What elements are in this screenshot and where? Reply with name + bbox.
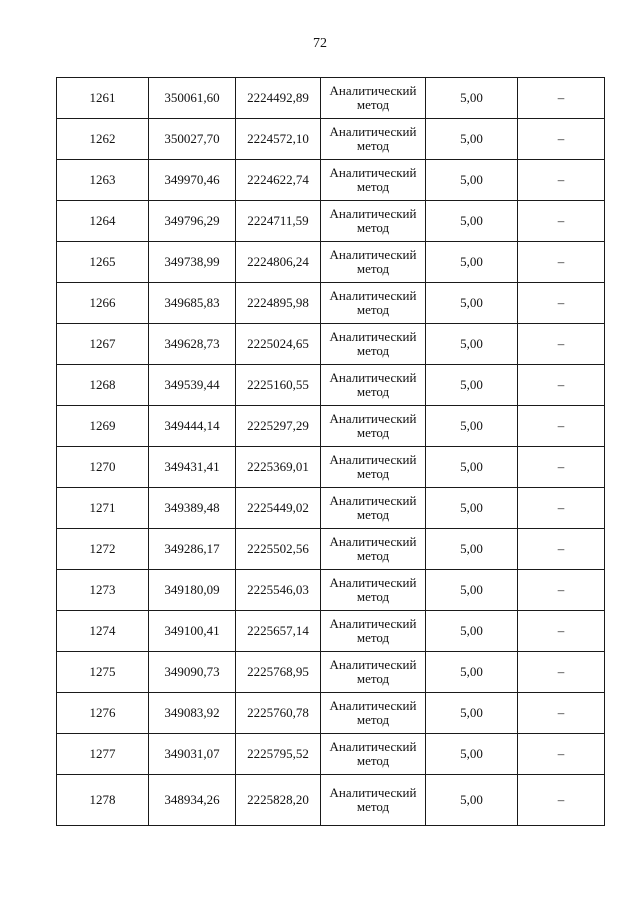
- method-cell: [321, 283, 426, 324]
- description-cell: [518, 283, 605, 324]
- y-coordinate-cell: [236, 775, 321, 826]
- x-coordinate-cell-text: 349389,48: [164, 500, 220, 515]
- description-cell: [518, 611, 605, 652]
- accuracy-cell: [426, 734, 518, 775]
- accuracy-cell-text: 5,00: [460, 746, 483, 761]
- x-coordinate-cell-text: 349970,46: [164, 172, 220, 187]
- accuracy-cell: [426, 529, 518, 570]
- y-coordinate-cell-text: 2224711,59: [247, 213, 309, 228]
- x-coordinate-cell-text: 349100,41: [164, 623, 220, 638]
- table-row: [57, 160, 605, 201]
- method-cell-text: Аналитический метод: [329, 247, 417, 276]
- point-number-cell-text: 1269: [89, 418, 116, 433]
- method-cell: [321, 693, 426, 734]
- x-coordinate-cell-text: 349796,29: [164, 213, 220, 228]
- method-cell-text: Аналитический метод: [329, 329, 417, 358]
- x-coordinate-cell-text: 349628,73: [164, 336, 220, 351]
- description-cell-text: –: [557, 172, 565, 187]
- accuracy-cell: [426, 283, 518, 324]
- method-cell-text: Аналитический метод: [329, 288, 417, 317]
- description-cell: [518, 570, 605, 611]
- accuracy-cell: [426, 78, 518, 119]
- x-coordinate-cell: [149, 570, 236, 611]
- table-row: [57, 693, 605, 734]
- accuracy-cell: [426, 611, 518, 652]
- accuracy-cell: [426, 242, 518, 283]
- x-coordinate-cell-text: 349031,07: [164, 746, 220, 761]
- point-number-cell-text: 1276: [89, 705, 116, 720]
- method-cell: [321, 570, 426, 611]
- description-cell-text: –: [557, 254, 565, 269]
- method-cell: [321, 160, 426, 201]
- method-cell-text: Аналитический метод: [329, 575, 417, 604]
- accuracy-cell-text: 5,00: [460, 336, 483, 351]
- description-cell-text: –: [557, 295, 565, 310]
- description-cell: [518, 488, 605, 529]
- y-coordinate-cell: [236, 160, 321, 201]
- y-coordinate-cell: [236, 201, 321, 242]
- method-cell-text: Аналитический метод: [329, 785, 417, 814]
- x-coordinate-cell: [149, 611, 236, 652]
- y-coordinate-cell-text: 2225449,02: [247, 500, 309, 515]
- x-coordinate-cell: [149, 734, 236, 775]
- method-cell: [321, 119, 426, 160]
- method-cell-text: Аналитический метод: [329, 657, 417, 686]
- point-number-cell: [57, 488, 149, 529]
- method-cell-text: Аналитический метод: [329, 83, 417, 112]
- description-cell: [518, 119, 605, 160]
- description-cell: [518, 693, 605, 734]
- description-cell: [518, 447, 605, 488]
- table-row: [57, 365, 605, 406]
- accuracy-cell-text: 5,00: [460, 705, 483, 720]
- point-number-cell: [57, 242, 149, 283]
- y-coordinate-cell: [236, 529, 321, 570]
- x-coordinate-cell: [149, 78, 236, 119]
- point-number-cell: [57, 529, 149, 570]
- table-row: [57, 242, 605, 283]
- method-cell: [321, 529, 426, 570]
- point-number-cell: [57, 324, 149, 365]
- method-cell: [321, 734, 426, 775]
- y-coordinate-cell-text: 2225768,95: [247, 664, 309, 679]
- accuracy-cell: [426, 775, 518, 826]
- y-coordinate-cell-text: 2225502,56: [247, 541, 309, 556]
- x-coordinate-cell: [149, 160, 236, 201]
- y-coordinate-cell: [236, 283, 321, 324]
- accuracy-cell-text: 5,00: [460, 500, 483, 515]
- point-number-cell-text: 1265: [89, 254, 116, 269]
- description-cell-text: –: [557, 500, 565, 515]
- x-coordinate-cell-text: 349431,41: [164, 459, 220, 474]
- accuracy-cell-text: 5,00: [460, 459, 483, 474]
- accuracy-cell-text: 5,00: [460, 582, 483, 597]
- x-coordinate-cell: [149, 447, 236, 488]
- point-number-cell: [57, 652, 149, 693]
- y-coordinate-cell: [236, 611, 321, 652]
- method-cell: [321, 365, 426, 406]
- x-coordinate-cell: [149, 283, 236, 324]
- method-cell: [321, 447, 426, 488]
- table-row: [57, 570, 605, 611]
- accuracy-cell-text: 5,00: [460, 623, 483, 638]
- method-cell: [321, 652, 426, 693]
- accuracy-cell: [426, 365, 518, 406]
- table-row: [57, 119, 605, 160]
- point-number-cell-text: 1273: [89, 582, 116, 597]
- x-coordinate-cell-text: 350027,70: [164, 131, 220, 146]
- x-coordinate-cell: [149, 488, 236, 529]
- description-cell-text: –: [557, 459, 565, 474]
- method-cell: [321, 406, 426, 447]
- y-coordinate-cell: [236, 693, 321, 734]
- x-coordinate-cell: [149, 242, 236, 283]
- point-number-cell: [57, 201, 149, 242]
- y-coordinate-cell-text: 2225369,01: [247, 459, 309, 474]
- accuracy-cell: [426, 570, 518, 611]
- accuracy-cell: [426, 652, 518, 693]
- x-coordinate-cell: [149, 652, 236, 693]
- table-row: [57, 406, 605, 447]
- table-row: [57, 324, 605, 365]
- x-coordinate-cell: [149, 324, 236, 365]
- x-coordinate-cell: [149, 119, 236, 160]
- point-number-cell: [57, 734, 149, 775]
- description-cell-text: –: [557, 90, 565, 105]
- table-row: [57, 652, 605, 693]
- description-cell-text: –: [557, 582, 565, 597]
- accuracy-cell: [426, 201, 518, 242]
- description-cell: [518, 652, 605, 693]
- description-cell: [518, 775, 605, 826]
- method-cell-text: Аналитический метод: [329, 165, 417, 194]
- y-coordinate-cell: [236, 488, 321, 529]
- x-coordinate-cell-text: 350061,60: [164, 90, 220, 105]
- method-cell-text: Аналитический метод: [329, 206, 417, 235]
- x-coordinate-cell: [149, 365, 236, 406]
- x-coordinate-cell-text: 349685,83: [164, 295, 220, 310]
- y-coordinate-cell-text: 2225297,29: [247, 418, 309, 433]
- description-cell: [518, 324, 605, 365]
- y-coordinate-cell-text: 2225657,14: [247, 623, 309, 638]
- point-number-cell-text: 1268: [89, 377, 116, 392]
- point-number-cell-text: 1274: [89, 623, 116, 638]
- point-number-cell-text: 1263: [89, 172, 116, 187]
- x-coordinate-cell: [149, 201, 236, 242]
- method-cell: [321, 488, 426, 529]
- accuracy-cell-text: 5,00: [460, 377, 483, 392]
- y-coordinate-cell: [236, 365, 321, 406]
- page-number: 72: [313, 36, 327, 51]
- x-coordinate-cell-text: 349738,99: [164, 254, 220, 269]
- point-number-cell-text: 1278: [89, 792, 116, 807]
- accuracy-cell-text: 5,00: [460, 792, 483, 807]
- x-coordinate-cell-text: 349444,14: [164, 418, 220, 433]
- y-coordinate-cell: [236, 119, 321, 160]
- description-cell-text: –: [557, 746, 565, 761]
- method-cell-text: Аналитический метод: [329, 493, 417, 522]
- table-row: [57, 488, 605, 529]
- point-number-cell-text: 1275: [89, 664, 116, 679]
- description-cell-text: –: [557, 792, 565, 807]
- description-cell-text: –: [557, 377, 565, 392]
- accuracy-cell-text: 5,00: [460, 131, 483, 146]
- coordinates-table-body: [57, 78, 605, 826]
- accuracy-cell-text: 5,00: [460, 254, 483, 269]
- description-cell: [518, 78, 605, 119]
- point-number-cell: [57, 365, 149, 406]
- point-number-cell: [57, 611, 149, 652]
- y-coordinate-cell-text: 2225795,52: [247, 746, 309, 761]
- description-cell: [518, 242, 605, 283]
- y-coordinate-cell-text: 2225024,65: [247, 336, 309, 351]
- description-cell: [518, 406, 605, 447]
- point-number-cell-text: 1271: [89, 500, 116, 515]
- point-number-cell-text: 1262: [89, 131, 116, 146]
- accuracy-cell-text: 5,00: [460, 90, 483, 105]
- point-number-cell: [57, 160, 149, 201]
- method-cell-text: Аналитический метод: [329, 534, 417, 563]
- accuracy-cell: [426, 693, 518, 734]
- x-coordinate-cell-text: 349180,09: [164, 582, 220, 597]
- method-cell-text: Аналитический метод: [329, 370, 417, 399]
- point-number-cell-text: 1266: [89, 295, 116, 310]
- point-number-cell: [57, 570, 149, 611]
- accuracy-cell: [426, 119, 518, 160]
- x-coordinate-cell: [149, 406, 236, 447]
- method-cell: [321, 78, 426, 119]
- description-cell-text: –: [557, 623, 565, 638]
- accuracy-cell-text: 5,00: [460, 213, 483, 228]
- accuracy-cell: [426, 488, 518, 529]
- table-row: [57, 78, 605, 119]
- accuracy-cell-text: 5,00: [460, 295, 483, 310]
- description-cell-text: –: [557, 336, 565, 351]
- y-coordinate-cell-text: 2225760,78: [247, 705, 309, 720]
- x-coordinate-cell-text: 349090,73: [164, 664, 220, 679]
- method-cell: [321, 324, 426, 365]
- y-coordinate-cell-text: 2224895,98: [247, 295, 309, 310]
- y-coordinate-cell: [236, 242, 321, 283]
- description-cell-text: –: [557, 131, 565, 146]
- description-cell: [518, 201, 605, 242]
- table-row: [57, 529, 605, 570]
- y-coordinate-cell-text: 2224806,24: [247, 254, 309, 269]
- point-number-cell-text: 1270: [89, 459, 116, 474]
- point-number-cell: [57, 78, 149, 119]
- x-coordinate-cell: [149, 693, 236, 734]
- method-cell-text: Аналитический метод: [329, 698, 417, 727]
- y-coordinate-cell-text: 2224622,74: [247, 172, 309, 187]
- y-coordinate-cell: [236, 406, 321, 447]
- y-coordinate-cell-text: 2225160,55: [247, 377, 309, 392]
- method-cell: [321, 242, 426, 283]
- description-cell: [518, 365, 605, 406]
- table-row: [57, 611, 605, 652]
- point-number-cell: [57, 283, 149, 324]
- description-cell-text: –: [557, 705, 565, 720]
- coordinates-table: [56, 77, 605, 826]
- description-cell-text: –: [557, 213, 565, 228]
- point-number-cell: [57, 406, 149, 447]
- point-number-cell-text: 1267: [89, 336, 116, 351]
- y-coordinate-cell: [236, 447, 321, 488]
- point-number-cell: [57, 119, 149, 160]
- table-row: [57, 775, 605, 826]
- y-coordinate-cell-text: 2225828,20: [247, 792, 309, 807]
- point-number-cell-text: 1272: [89, 541, 116, 556]
- accuracy-cell-text: 5,00: [460, 541, 483, 556]
- description-cell-text: –: [557, 664, 565, 679]
- y-coordinate-cell: [236, 734, 321, 775]
- point-number-cell-text: 1264: [89, 213, 116, 228]
- description-cell: [518, 160, 605, 201]
- method-cell-text: Аналитический метод: [329, 411, 417, 440]
- point-number-cell-text: 1277: [89, 746, 116, 761]
- x-coordinate-cell-text: 349083,92: [164, 705, 220, 720]
- description-cell-text: –: [557, 541, 565, 556]
- y-coordinate-cell-text: 2224492,89: [247, 90, 309, 105]
- x-coordinate-cell: [149, 775, 236, 826]
- y-coordinate-cell-text: 2224572,10: [247, 131, 309, 146]
- accuracy-cell: [426, 160, 518, 201]
- accuracy-cell: [426, 447, 518, 488]
- description-cell: [518, 734, 605, 775]
- method-cell-text: Аналитический метод: [329, 616, 417, 645]
- method-cell: [321, 201, 426, 242]
- x-coordinate-cell-text: 349539,44: [164, 377, 220, 392]
- method-cell: [321, 775, 426, 826]
- y-coordinate-cell-text: 2225546,03: [247, 582, 309, 597]
- y-coordinate-cell: [236, 570, 321, 611]
- point-number-cell: [57, 447, 149, 488]
- x-coordinate-cell: [149, 529, 236, 570]
- y-coordinate-cell: [236, 652, 321, 693]
- accuracy-cell-text: 5,00: [460, 172, 483, 187]
- method-cell-text: Аналитический метод: [329, 739, 417, 768]
- table-row: [57, 201, 605, 242]
- point-number-cell-text: 1261: [89, 90, 116, 105]
- method-cell-text: Аналитический метод: [329, 124, 417, 153]
- table-row: [57, 283, 605, 324]
- y-coordinate-cell: [236, 78, 321, 119]
- x-coordinate-cell-text: 349286,17: [164, 541, 220, 556]
- accuracy-cell: [426, 406, 518, 447]
- description-cell-text: –: [557, 418, 565, 433]
- method-cell-text: Аналитический метод: [329, 452, 417, 481]
- accuracy-cell-text: 5,00: [460, 664, 483, 679]
- description-cell: [518, 529, 605, 570]
- point-number-cell: [57, 693, 149, 734]
- y-coordinate-cell: [236, 324, 321, 365]
- method-cell: [321, 611, 426, 652]
- table-row: [57, 447, 605, 488]
- point-number-cell: [57, 775, 149, 826]
- accuracy-cell-text: 5,00: [460, 418, 483, 433]
- accuracy-cell: [426, 324, 518, 365]
- x-coordinate-cell-text: 348934,26: [164, 792, 220, 807]
- table-row: [57, 734, 605, 775]
